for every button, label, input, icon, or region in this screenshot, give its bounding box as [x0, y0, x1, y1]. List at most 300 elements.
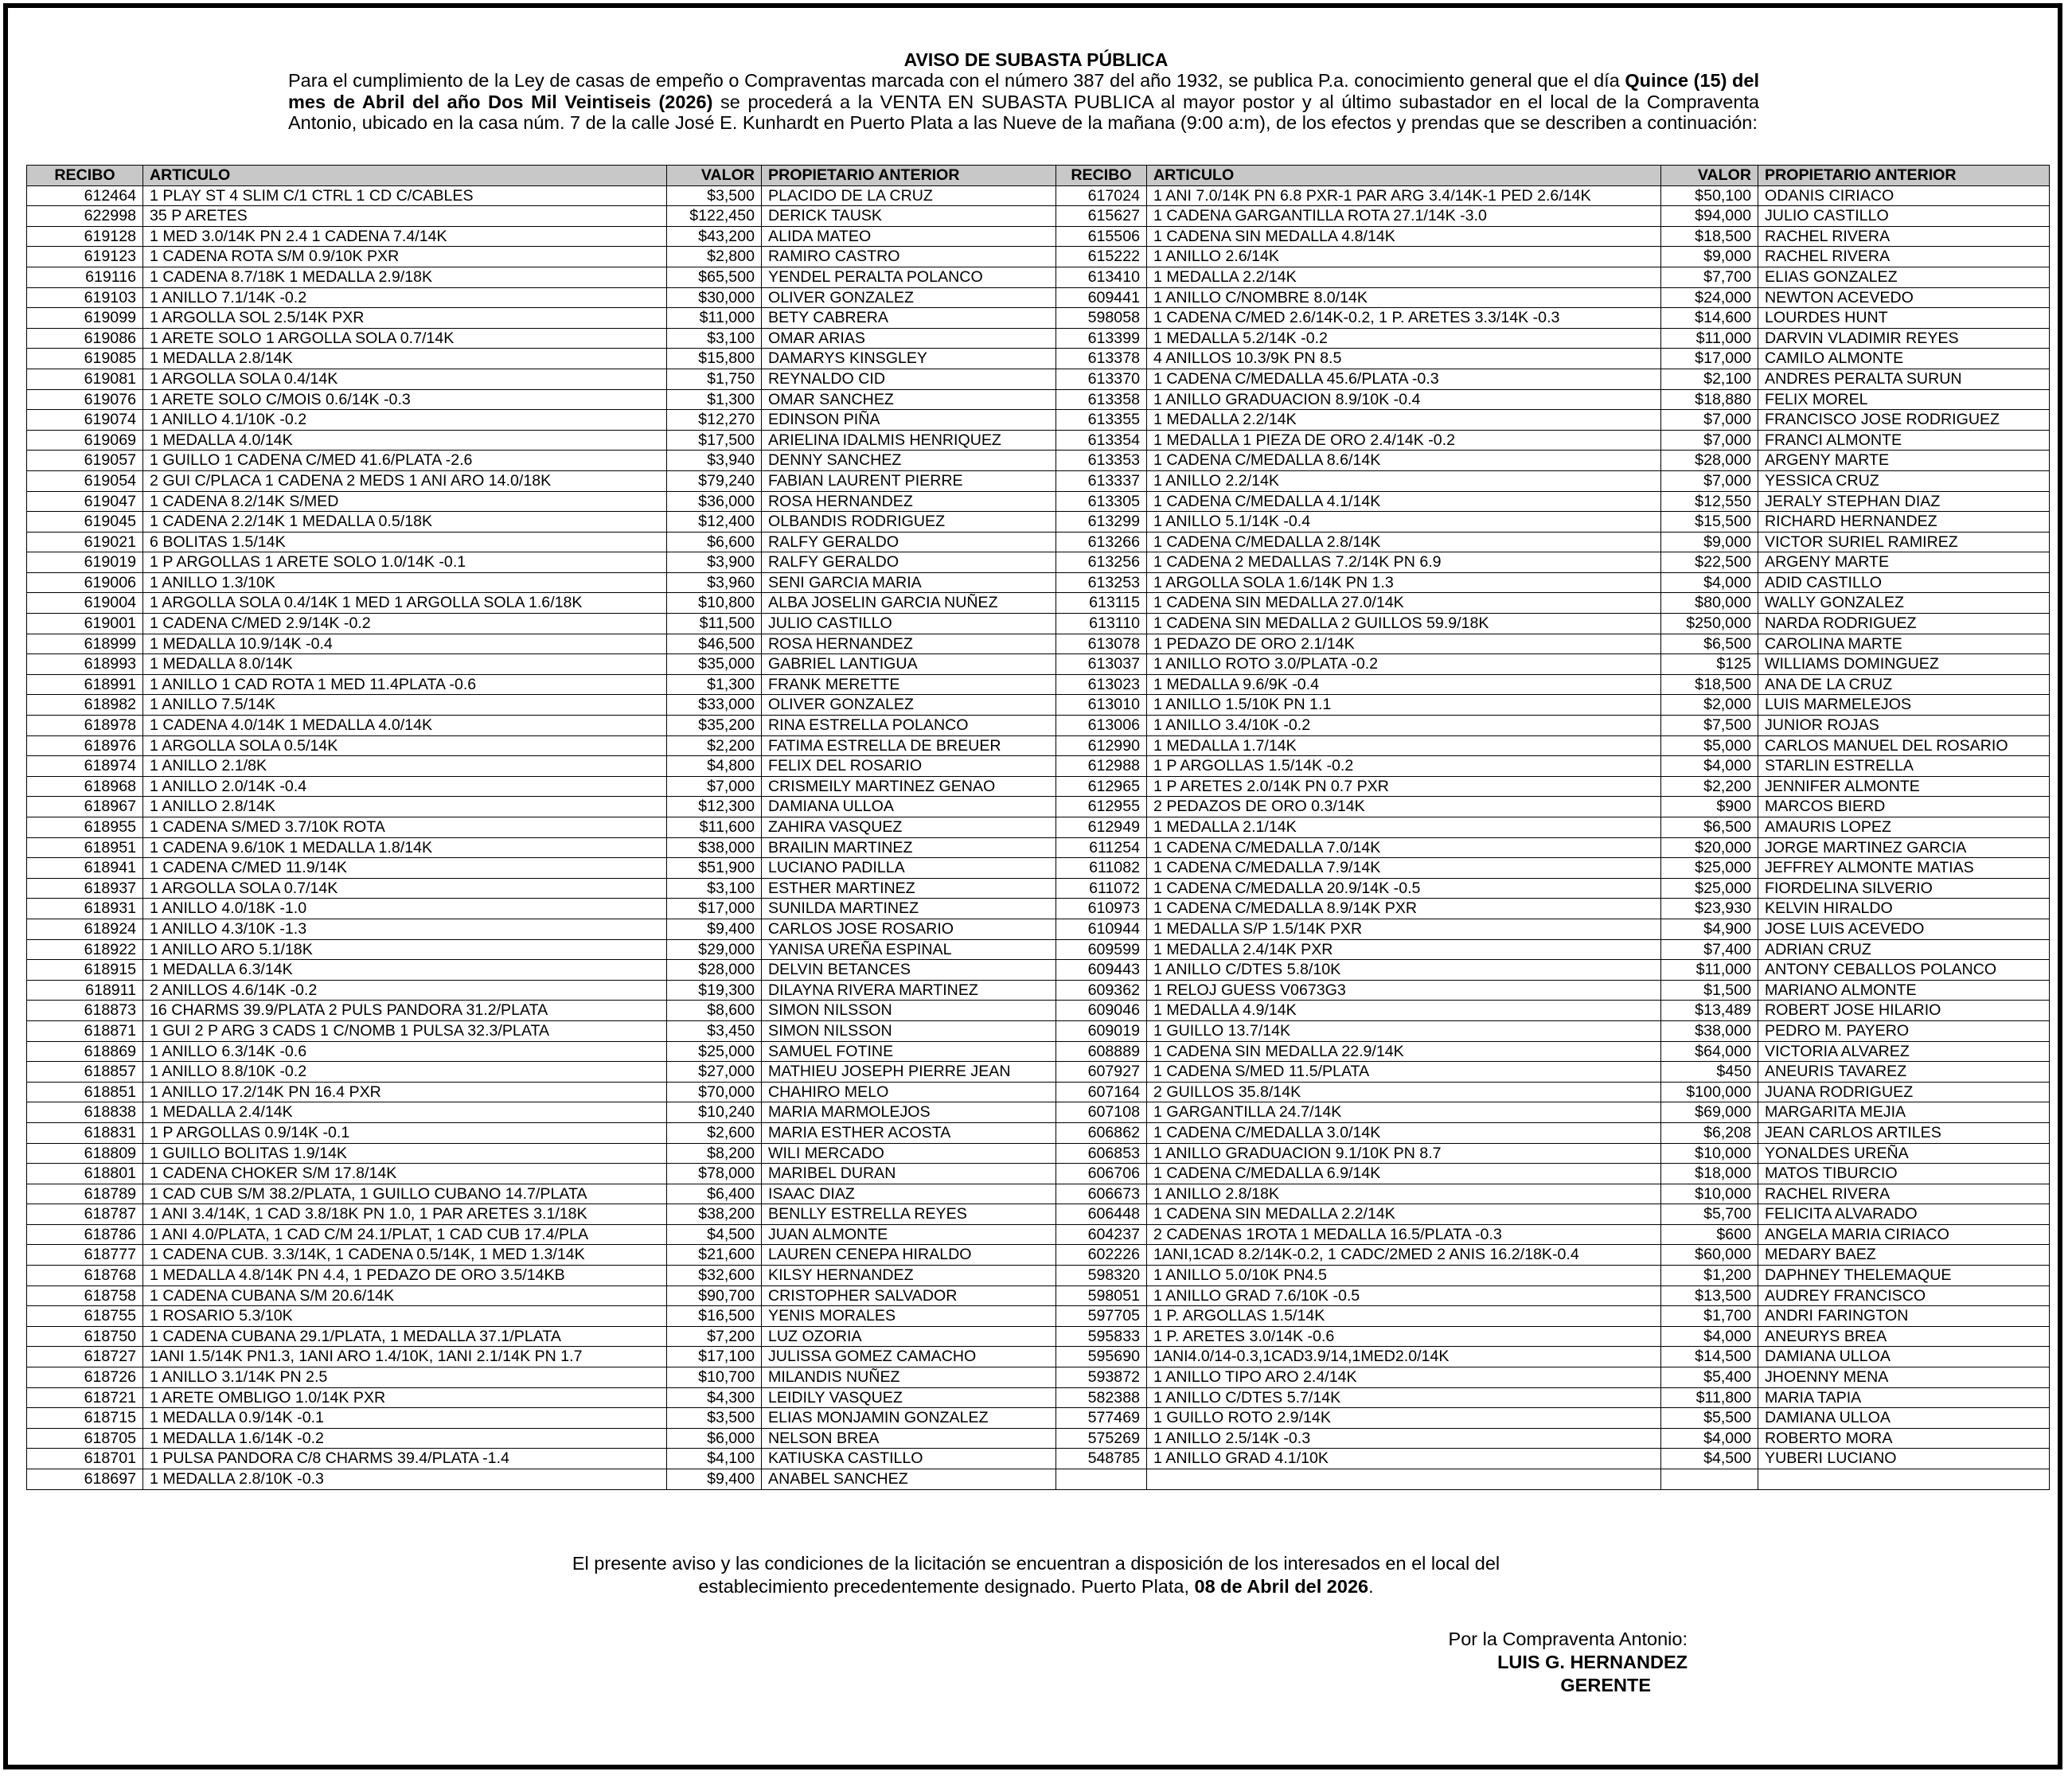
- left-articulo-cell: 1 MEDALLA 2.8/14K: [143, 349, 667, 369]
- left-articulo-cell: 1 CADENA CHOKER S/M 17.8/14K: [143, 1164, 667, 1184]
- left-propietario-cell: WILI MERCADO: [762, 1143, 1056, 1164]
- right-propietario-cell: JOSE LUIS ACEVEDO: [1758, 919, 2050, 939]
- left-propietario-cell: OMAR SANCHEZ: [762, 389, 1056, 410]
- right-articulo-cell: 1 P ARGOLLAS 1.5/14K -0.2: [1147, 756, 1661, 777]
- right-recibo-cell: 613110: [1056, 614, 1147, 634]
- left-articulo-cell: 1 ARETE SOLO 1 ARGOLLA SOLA 0.7/14K: [143, 328, 667, 349]
- left-propietario-cell: RALFY GERALDO: [762, 532, 1056, 552]
- left-articulo-cell: 1 ANILLO ARO 5.1/18K: [143, 939, 667, 960]
- header-valor: VALOR: [667, 166, 762, 186]
- left-valor-cell: $3,960: [667, 572, 762, 593]
- table-row: [27, 1285, 2050, 1306]
- left-recibo-cell: 618801: [27, 1164, 143, 1184]
- right-propietario-cell: DAPHNEY THELEMAQUE: [1758, 1266, 2050, 1286]
- right-valor-cell: $18,000: [1661, 1164, 1758, 1184]
- table-body: [27, 185, 2050, 1489]
- left-valor-cell: $1,750: [667, 369, 762, 389]
- right-recibo-cell: 609441: [1056, 287, 1147, 308]
- table-row: [27, 939, 2050, 960]
- left-propietario-cell: CARLOS JOSE ROSARIO: [762, 919, 1056, 939]
- left-articulo-cell: 1 ANILLO 1.3/10K: [143, 572, 667, 593]
- left-articulo-cell: 1 ANILLO 4.0/18K -1.0: [143, 899, 667, 919]
- left-valor-cell: $2,800: [667, 247, 762, 267]
- left-propietario-cell: PLACIDO DE LA CRUZ: [762, 185, 1056, 206]
- right-recibo-cell: 613410: [1056, 267, 1147, 287]
- left-recibo-cell: 619099: [27, 308, 143, 329]
- right-articulo-cell: 1 CADENA C/MEDALLA 20.9/14K -0.5: [1147, 878, 1661, 899]
- right-articulo-cell: 1 CADENA GARGANTILLA ROTA 27.1/14K -3.0: [1147, 206, 1661, 227]
- left-articulo-cell: 1 ANILLO 3.1/14K PN 2.5: [143, 1367, 667, 1388]
- table-row: [27, 512, 2050, 533]
- left-articulo-cell: 1 GUI 2 P ARG 3 CADS 1 C/NOMB 1 PULSA 32.3/PLATA: [143, 1020, 667, 1041]
- right-valor-cell: $7,000: [1661, 410, 1758, 431]
- left-recibo-cell: 618915: [27, 960, 143, 981]
- right-propietario-cell: ANEURYS BREA: [1758, 1326, 2050, 1347]
- right-valor-cell: $17,000: [1661, 349, 1758, 369]
- left-articulo-cell: 1 GUILLO BOLITAS 1.9/14K: [143, 1143, 667, 1164]
- left-propietario-cell: FRANK MERETTE: [762, 674, 1056, 695]
- right-valor-cell: $600: [1661, 1224, 1758, 1245]
- right-articulo-cell: 1 CADENA SIN MEDALLA 22.9/14K: [1147, 1041, 1661, 1062]
- left-valor-cell: $38,000: [667, 837, 762, 858]
- right-propietario-cell: RACHEL RIVERA: [1758, 226, 2050, 247]
- left-articulo-cell: 1 ANILLO 2.0/14K -0.4: [143, 776, 667, 797]
- right-valor-cell: $1,200: [1661, 1266, 1758, 1286]
- left-propietario-cell: ARIELINA IDALMIS HENRIQUEZ: [762, 430, 1056, 451]
- right-valor-cell: $20,000: [1661, 837, 1758, 858]
- signature-on-behalf: Por la Compraventa Antonio:: [1448, 1629, 1688, 1649]
- right-valor-cell: $100,000: [1661, 1082, 1758, 1102]
- right-propietario-cell: DAMIANA ULLOA: [1758, 1347, 2050, 1367]
- left-recibo-cell: 619076: [27, 389, 143, 410]
- left-articulo-cell: 1 CADENA 9.6/10K 1 MEDALLA 1.8/14K: [143, 837, 667, 858]
- right-recibo-cell: 613370: [1056, 369, 1147, 389]
- left-articulo-cell: 1 ANILLO 2.1/8K: [143, 756, 667, 777]
- left-recibo-cell: 618871: [27, 1020, 143, 1041]
- right-articulo-cell: 1 CADENA S/MED 11.5/PLATA: [1147, 1062, 1661, 1083]
- right-articulo-cell: 1 CADENA C/MED 2.6/14K-0.2, 1 P. ARETES 3.3/14K -0.3: [1147, 308, 1661, 329]
- right-propietario-cell: JHOENNY MENA: [1758, 1367, 2050, 1388]
- left-articulo-cell: 6 BOLITAS 1.5/14K: [143, 532, 667, 552]
- left-articulo-cell: 1 CADENA C/MED 2.9/14K -0.2: [143, 614, 667, 634]
- right-valor-cell: $2,100: [1661, 369, 1758, 389]
- right-valor-cell: $9,000: [1661, 532, 1758, 552]
- left-valor-cell: $12,400: [667, 512, 762, 533]
- left-propietario-cell: ELIAS MONJAMIN GONZALEZ: [762, 1408, 1056, 1429]
- right-propietario-cell: ANTONY CEBALLOS POLANCO: [1758, 960, 2050, 981]
- left-recibo-cell: 618999: [27, 634, 143, 654]
- left-recibo-cell: 618701: [27, 1449, 143, 1469]
- right-recibo-cell: 613023: [1056, 674, 1147, 695]
- right-valor-cell: $6,500: [1661, 634, 1758, 654]
- table-row: [27, 899, 2050, 919]
- left-valor-cell: $11,000: [667, 308, 762, 329]
- right-articulo-cell: 1 ARGOLLA SOLA 1.6/14K PN 1.3: [1147, 572, 1661, 593]
- right-articulo-cell: 1 ANILLO GRADUACION 8.9/10K -0.4: [1147, 389, 1661, 410]
- right-articulo-cell: 1 MEDALLA S/P 1.5/14K PXR: [1147, 919, 1661, 939]
- left-recibo-cell: 619045: [27, 512, 143, 533]
- left-propietario-cell: NELSON BREA: [762, 1428, 1056, 1449]
- right-valor-cell: $7,500: [1661, 716, 1758, 736]
- left-recibo-cell: 618768: [27, 1266, 143, 1286]
- right-articulo-cell: 1 MEDALLA 1 PIEZA DE ORO 2.4/14K -0.2: [1147, 430, 1661, 451]
- left-valor-cell: $2,600: [667, 1122, 762, 1143]
- right-propietario-cell: WALLY GONZALEZ: [1758, 593, 2050, 614]
- left-valor-cell: $25,000: [667, 1041, 762, 1062]
- right-articulo-cell: 1 ANILLO C/NOMBRE 8.0/14K: [1147, 287, 1661, 308]
- left-articulo-cell: 1 MEDALLA 2.4/14K: [143, 1102, 667, 1123]
- table-row: [27, 226, 2050, 247]
- left-recibo-cell: 619086: [27, 328, 143, 349]
- table-row: [27, 1306, 2050, 1327]
- left-valor-cell: $8,600: [667, 1001, 762, 1021]
- right-recibo-cell: 613006: [1056, 716, 1147, 736]
- right-recibo-cell: 595690: [1056, 1347, 1147, 1367]
- left-valor-cell: $6,600: [667, 532, 762, 552]
- right-valor-cell: $13,489: [1661, 1001, 1758, 1021]
- left-valor-cell: $17,100: [667, 1347, 762, 1367]
- right-articulo-cell: 1 GARGANTILLA 24.7/14K: [1147, 1102, 1661, 1123]
- left-articulo-cell: 1 MEDALLA 8.0/14K: [143, 654, 667, 675]
- right-recibo-cell: 582388: [1056, 1387, 1147, 1408]
- left-valor-cell: $32,600: [667, 1266, 762, 1286]
- table-row: [27, 634, 2050, 654]
- left-propietario-cell: DERICK TAUSK: [762, 206, 1056, 227]
- table-row: [27, 614, 2050, 634]
- table-row: [27, 1041, 2050, 1062]
- right-articulo-cell: 1 CADENA C/MEDALLA 4.1/14K: [1147, 491, 1661, 512]
- right-propietario-cell: JENNIFER ALMONTE: [1758, 776, 2050, 797]
- right-propietario-cell: VICTOR SURIEL RAMIREZ: [1758, 532, 2050, 552]
- right-recibo-cell: 606853: [1056, 1143, 1147, 1164]
- left-valor-cell: $10,800: [667, 593, 762, 614]
- left-recibo-cell: 618777: [27, 1245, 143, 1266]
- left-recibo-cell: 618831: [27, 1122, 143, 1143]
- left-recibo-cell: 619123: [27, 247, 143, 267]
- right-articulo-cell: 1 CADENA C/MEDALLA 45.6/PLATA -0.3: [1147, 369, 1661, 389]
- left-recibo-cell: 618857: [27, 1062, 143, 1083]
- right-valor-cell: $11,000: [1661, 328, 1758, 349]
- right-articulo-cell: 1 CADENA C/MEDALLA 7.0/14K: [1147, 837, 1661, 858]
- left-valor-cell: $10,240: [667, 1102, 762, 1123]
- left-propietario-cell: FELIX DEL ROSARIO: [762, 756, 1056, 777]
- left-valor-cell: $8,200: [667, 1143, 762, 1164]
- right-recibo-cell: 611072: [1056, 878, 1147, 899]
- left-recibo-cell: 618787: [27, 1204, 143, 1225]
- right-recibo-cell: 615506: [1056, 226, 1147, 247]
- right-recibo-cell: 611254: [1056, 837, 1147, 858]
- right-articulo-cell: 1 ANILLO 2.6/14K: [1147, 247, 1661, 267]
- left-propietario-cell: ALIDA MATEO: [762, 226, 1056, 247]
- auction-table: [26, 165, 2050, 1490]
- right-recibo-cell: 613299: [1056, 512, 1147, 533]
- left-recibo-cell: 618838: [27, 1102, 143, 1123]
- right-articulo-cell: 1 CADENA SIN MEDALLA 2.2/14K: [1147, 1204, 1661, 1225]
- right-valor-cell: $10,000: [1661, 1143, 1758, 1164]
- right-propietario-cell: AMAURIS LOPEZ: [1758, 817, 2050, 838]
- left-articulo-cell: 1 ANILLO 17.2/14K PN 16.4 PXR: [143, 1082, 667, 1102]
- right-articulo-cell: 1ANI4.0/14-0.3,1CAD3.9/14,1MED2.0/14K: [1147, 1347, 1661, 1367]
- right-valor-cell: $28,000: [1661, 451, 1758, 471]
- right-valor-cell: $11,800: [1661, 1387, 1758, 1408]
- table-row: [27, 1266, 2050, 1286]
- right-articulo-cell: 1 RELOJ GUESS V0673G3: [1147, 980, 1661, 1001]
- left-propietario-cell: SUNILDA MARTINEZ: [762, 899, 1056, 919]
- right-valor-cell: $10,000: [1661, 1184, 1758, 1204]
- left-valor-cell: $9,400: [667, 919, 762, 939]
- right-articulo-cell: 1 CADENA 2 MEDALLAS 7.2/14K PN 6.9: [1147, 552, 1661, 573]
- left-propietario-cell: MATHIEU JOSEPH PIERRE JEAN: [762, 1062, 1056, 1083]
- left-articulo-cell: 35 P ARETES: [143, 206, 667, 227]
- left-recibo-cell: 612464: [27, 185, 143, 206]
- left-valor-cell: $3,450: [667, 1020, 762, 1041]
- right-recibo-cell: 609046: [1056, 1001, 1147, 1021]
- right-valor-cell: $9,000: [1661, 247, 1758, 267]
- left-recibo-cell: 618789: [27, 1184, 143, 1204]
- left-valor-cell: $3,500: [667, 185, 762, 206]
- left-propietario-cell: KATIUSKA CASTILLO: [762, 1449, 1056, 1469]
- left-valor-cell: $36,000: [667, 491, 762, 512]
- right-recibo-cell: 548785: [1056, 1449, 1147, 1469]
- left-propietario-cell: KILSY HERNANDEZ: [762, 1266, 1056, 1286]
- right-propietario-cell: MARCOS BIERD: [1758, 797, 2050, 817]
- right-recibo-cell: 607164: [1056, 1082, 1147, 1102]
- left-valor-cell: $6,400: [667, 1184, 762, 1204]
- left-propietario-cell: DELVIN BETANCES: [762, 960, 1056, 981]
- right-articulo-cell: 1 ANILLO GRADUACION 9.1/10K PN 8.7: [1147, 1143, 1661, 1164]
- left-propietario-cell: MARIA ESTHER ACOSTA: [762, 1122, 1056, 1143]
- right-propietario-cell: YESSICA CRUZ: [1758, 470, 2050, 491]
- left-articulo-cell: 1 CADENA 8.7/18K 1 MEDALLA 2.9/18K: [143, 267, 667, 287]
- right-valor-cell: $1,500: [1661, 980, 1758, 1001]
- right-recibo-cell: 610944: [1056, 919, 1147, 939]
- right-valor-cell: $23,930: [1661, 899, 1758, 919]
- right-valor-cell: $5,700: [1661, 1204, 1758, 1225]
- table-row: [27, 328, 2050, 349]
- footer-line2: [0, 1575, 2072, 1598]
- right-propietario-cell: ANA DE LA CRUZ: [1758, 674, 2050, 695]
- right-recibo-cell: 613115: [1056, 593, 1147, 614]
- right-articulo-cell: 2 PEDAZOS DE ORO 0.3/14K: [1147, 797, 1661, 817]
- right-propietario-cell: [1758, 1469, 2050, 1490]
- table-row: [27, 797, 2050, 817]
- left-articulo-cell: 1 ROSARIO 5.3/10K: [143, 1306, 667, 1327]
- right-propietario-cell: JEAN CARLOS ARTILES: [1758, 1122, 2050, 1143]
- left-valor-cell: $1,300: [667, 389, 762, 410]
- right-propietario-cell: ADID CASTILLO: [1758, 572, 2050, 593]
- footer-notice: [0, 1552, 2072, 1598]
- left-propietario-cell: ANABEL SANCHEZ: [762, 1469, 1056, 1490]
- right-valor-cell: $6,500: [1661, 817, 1758, 838]
- table-row: [27, 1020, 2050, 1041]
- right-articulo-cell: 1 CADENA SIN MEDALLA 27.0/14K: [1147, 593, 1661, 614]
- left-articulo-cell: 1 ANILLO 6.3/14K -0.6: [143, 1041, 667, 1062]
- table-row: [27, 1001, 2050, 1021]
- left-articulo-cell: 1 CADENA C/MED 11.9/14K: [143, 858, 667, 879]
- right-articulo-cell: 1 ANILLO TIPO ARO 2.4/14K: [1147, 1367, 1661, 1388]
- right-valor-cell: $5,500: [1661, 1408, 1758, 1429]
- right-valor-cell: $64,000: [1661, 1041, 1758, 1062]
- left-recibo-cell: 619085: [27, 349, 143, 369]
- left-propietario-cell: SIMON NILSSON: [762, 1001, 1056, 1021]
- left-valor-cell: $28,000: [667, 960, 762, 981]
- right-recibo-cell: 575269: [1056, 1428, 1147, 1449]
- table-row: [27, 919, 2050, 939]
- right-valor-cell: $69,000: [1661, 1102, 1758, 1123]
- right-valor-cell: $5,400: [1661, 1367, 1758, 1388]
- left-recibo-cell: 619116: [27, 267, 143, 287]
- right-recibo-cell: 607927: [1056, 1062, 1147, 1083]
- right-propietario-cell: JUNIOR ROJAS: [1758, 716, 2050, 736]
- left-recibo-cell: 618869: [27, 1041, 143, 1062]
- left-valor-cell: $3,100: [667, 878, 762, 899]
- left-valor-cell: $4,100: [667, 1449, 762, 1469]
- right-articulo-cell: 1ANI,1CAD 8.2/14K-0.2, 1 CADC/2MED 2 ANIS 16.2/18K-0.4: [1147, 1245, 1661, 1266]
- right-recibo-cell: 597705: [1056, 1306, 1147, 1327]
- left-valor-cell: $10,700: [667, 1367, 762, 1388]
- right-propietario-cell: CAMILO ALMONTE: [1758, 349, 2050, 369]
- table-row: [27, 247, 2050, 267]
- left-articulo-cell: 1 ANILLO 7.1/14K -0.2: [143, 287, 667, 308]
- left-recibo-cell: 619004: [27, 593, 143, 614]
- right-propietario-cell: ARGENY MARTE: [1758, 451, 2050, 471]
- left-valor-cell: $70,000: [667, 1082, 762, 1102]
- left-propietario-cell: CRISTOPHER SALVADOR: [762, 1285, 1056, 1306]
- table-row: [27, 1164, 2050, 1184]
- left-propietario-cell: FATIMA ESTRELLA DE BREUER: [762, 735, 1056, 756]
- left-propietario-cell: LUZ OZORIA: [762, 1326, 1056, 1347]
- right-propietario-cell: KELVIN HIRALDO: [1758, 899, 2050, 919]
- left-propietario-cell: RAMIRO CASTRO: [762, 247, 1056, 267]
- right-articulo-cell: 1 GUILLO ROTO 2.9/14K: [1147, 1408, 1661, 1429]
- right-valor-cell: $12,550: [1661, 491, 1758, 512]
- right-valor-cell: $900: [1661, 797, 1758, 817]
- right-articulo-cell: 1 MEDALLA 1.7/14K: [1147, 735, 1661, 756]
- right-valor-cell: $4,000: [1661, 1326, 1758, 1347]
- left-articulo-cell: 1 ANI 4.0/PLATA, 1 CAD C/M 24.1/PLAT, 1 CAD CUB 17.4/PLA: [143, 1224, 667, 1245]
- left-articulo-cell: 1 CADENA CUB. 3.3/14K, 1 CADENA 0.5/14K, 1 MED 1.3/14K: [143, 1245, 667, 1266]
- left-propietario-cell: SIMON NILSSON: [762, 1020, 1056, 1041]
- table-row: [27, 1245, 2050, 1266]
- right-valor-cell: $450: [1661, 1062, 1758, 1083]
- right-propietario-cell: ANDRI FARINGTON: [1758, 1306, 2050, 1327]
- header-propietario: PROPIETARIO ANTERIOR: [1758, 166, 2050, 186]
- right-articulo-cell: 1 ANILLO ROTO 3.0/PLATA -0.2: [1147, 654, 1661, 675]
- left-valor-cell: $30,000: [667, 287, 762, 308]
- right-articulo-cell: 1 P ARETES 2.0/14K PN 0.7 PXR: [1147, 776, 1661, 797]
- table-row: [27, 369, 2050, 389]
- table-row: [27, 756, 2050, 777]
- right-valor-cell: $250,000: [1661, 614, 1758, 634]
- right-valor-cell: $2,200: [1661, 776, 1758, 797]
- table-row: [27, 552, 2050, 573]
- header-propietario: PROPIETARIO ANTERIOR: [762, 166, 1056, 186]
- left-valor-cell: $11,600: [667, 817, 762, 838]
- right-recibo-cell: 609019: [1056, 1020, 1147, 1041]
- left-propietario-cell: MILANDIS NUÑEZ: [762, 1367, 1056, 1388]
- left-articulo-cell: 1 MEDALLA 1.6/14K -0.2: [143, 1428, 667, 1449]
- table-row: [27, 817, 2050, 838]
- left-recibo-cell: 618758: [27, 1285, 143, 1306]
- left-articulo-cell: 1 PULSA PANDORA C/8 CHARMS 39.4/PLATA -1.4: [143, 1449, 667, 1469]
- right-recibo-cell: 608889: [1056, 1041, 1147, 1062]
- left-recibo-cell: 618924: [27, 919, 143, 939]
- right-valor-cell: $4,000: [1661, 756, 1758, 777]
- table-row: [27, 349, 2050, 369]
- table-row: [27, 1224, 2050, 1245]
- table-row: [27, 878, 2050, 899]
- left-articulo-cell: 1 ARGOLLA SOL 2.5/14K PXR: [143, 308, 667, 329]
- table-row: [27, 1449, 2050, 1469]
- left-valor-cell: $27,000: [667, 1062, 762, 1083]
- right-valor-cell: $13,500: [1661, 1285, 1758, 1306]
- right-propietario-cell: ODANIS CIRIACO: [1758, 185, 2050, 206]
- right-propietario-cell: MARIA TAPIA: [1758, 1387, 2050, 1408]
- right-articulo-cell: 1 MEDALLA 2.2/14K: [1147, 410, 1661, 431]
- left-valor-cell: $17,500: [667, 430, 762, 451]
- left-valor-cell: $3,500: [667, 1408, 762, 1429]
- table-row: [27, 1326, 2050, 1347]
- right-valor-cell: $6,208: [1661, 1122, 1758, 1143]
- right-recibo-cell: 613378: [1056, 349, 1147, 369]
- right-recibo-cell: 613037: [1056, 654, 1147, 675]
- table-row: [27, 593, 2050, 614]
- header-recibo: RECIBO: [1056, 166, 1147, 186]
- left-valor-cell: $78,000: [667, 1164, 762, 1184]
- right-propietario-cell: PEDRO M. PAYERO: [1758, 1020, 2050, 1041]
- table-row: [27, 1062, 2050, 1083]
- left-articulo-cell: 1 CADENA CUBANA S/M 20.6/14K: [143, 1285, 667, 1306]
- right-propietario-cell: ADRIAN CRUZ: [1758, 939, 2050, 960]
- right-articulo-cell: 4 ANILLOS 10.3/9K PN 8.5: [1147, 349, 1661, 369]
- left-propietario-cell: ALBA JOSELIN GARCIA NUÑEZ: [762, 593, 1056, 614]
- right-recibo-cell: 611082: [1056, 858, 1147, 879]
- right-valor-cell: $15,500: [1661, 512, 1758, 533]
- right-articulo-cell: 1 ANILLO 2.8/18K: [1147, 1184, 1661, 1204]
- left-articulo-cell: 1 PLAY ST 4 SLIM C/1 CTRL 1 CD C/CABLES: [143, 185, 667, 206]
- right-articulo-cell: 2 GUILLOS 35.8/14K: [1147, 1082, 1661, 1102]
- right-propietario-cell: ANDRES PERALTA SURUN: [1758, 369, 2050, 389]
- right-articulo-cell: 1 ANI 7.0/14K PN 6.8 PXR-1 PAR ARG 3.4/14K-1 PED 2.6/14K: [1147, 185, 1661, 206]
- right-articulo-cell: 1 MEDALLA 2.2/14K: [1147, 267, 1661, 287]
- right-recibo-cell: 612988: [1056, 756, 1147, 777]
- left-recibo-cell: 618941: [27, 858, 143, 879]
- left-valor-cell: $43,200: [667, 226, 762, 247]
- right-recibo-cell: 609599: [1056, 939, 1147, 960]
- right-valor-cell: $18,500: [1661, 226, 1758, 247]
- right-recibo-cell: 613353: [1056, 451, 1147, 471]
- left-recibo-cell: 618978: [27, 716, 143, 736]
- right-propietario-cell: FRANCI ALMONTE: [1758, 430, 2050, 451]
- left-articulo-cell: 1 ARETE SOLO C/MOIS 0.6/14K -0.3: [143, 389, 667, 410]
- right-propietario-cell: RACHEL RIVERA: [1758, 247, 2050, 267]
- right-propietario-cell: CAROLINA MARTE: [1758, 634, 2050, 654]
- table-row: [27, 267, 2050, 287]
- left-recibo-cell: 619006: [27, 572, 143, 593]
- left-articulo-cell: 1 ANILLO 2.8/14K: [143, 797, 667, 817]
- table-row: [27, 185, 2050, 206]
- right-valor-cell: $80,000: [1661, 593, 1758, 614]
- right-articulo-cell: 1 CADENA C/MEDALLA 8.6/14K: [1147, 451, 1661, 471]
- table-row: [27, 1347, 2050, 1367]
- footer-line2-post: .: [1368, 1576, 1374, 1597]
- right-recibo-cell: 606448: [1056, 1204, 1147, 1225]
- right-recibo-cell: 613337: [1056, 470, 1147, 491]
- left-propietario-cell: ZAHIRA VASQUEZ: [762, 817, 1056, 838]
- right-propietario-cell: YONALDES UREÑA: [1758, 1143, 2050, 1164]
- right-propietario-cell: NARDA RODRIGUEZ: [1758, 614, 2050, 634]
- right-recibo-cell: 612990: [1056, 735, 1147, 756]
